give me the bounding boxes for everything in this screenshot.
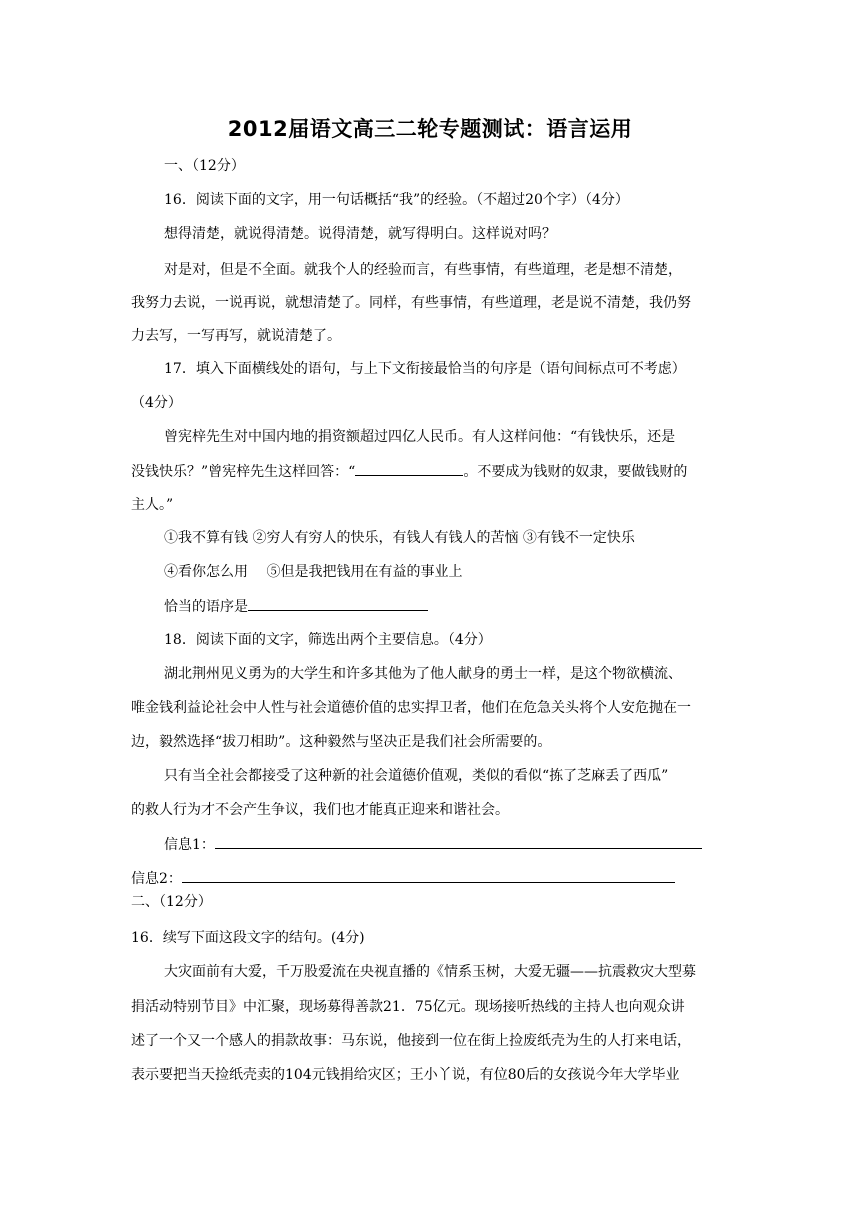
q17-passage-line-2-start: 没钱快乐？”曾宪梓先生这样回答：“ xyxy=(131,464,356,480)
q16-paragraph-2-line-2: 我努力去说，一说再说，就想清楚了。同样，有些事情，有些道理，老是说不清楚，我仍努 xyxy=(131,295,691,311)
q16b-passage-line-2: 捐活动特别节目》中汇聚，现场募得善款21．75亿元。现场接听热线的主持人也向观众讲 xyxy=(131,999,685,1015)
q16-paragraph-2-line-1: 对是对，但是不全面。就我个人的经验而言，有些事情，有些道理，老是想不清楚， xyxy=(164,262,682,278)
q16-paragraph-1: 想得清楚，就说得清楚。说得清楚，就写得明白。这样说对吗？ xyxy=(164,226,556,242)
section-1-heading: 一、（12分） xyxy=(164,158,245,174)
section-2-heading: 二、（12分） xyxy=(131,894,212,910)
q18-info-2 xyxy=(131,868,675,889)
q18-paragraph-1-line-2: 唯金钱利益论社会中人性与社会道德价值的忠实捍卫者，他们在危急关头将个人安危抛在一 xyxy=(131,700,691,716)
q17-options-line-1: ①我不算有钱 ②穷人有穷人的快乐，有钱人有钱人的苦恼 ③有钱不一定快乐 xyxy=(164,530,635,546)
q17-prompt-line-1: 17．填入下面横线处的语句，与上下文衔接最恰当的句序是（语句间标点可不考虑） xyxy=(164,361,686,377)
q18-info-2-label: 信息2： xyxy=(131,871,182,887)
q18-paragraph-2-line-1: 只有当全社会都接受了这种新的社会道德价值观，类似的看似“拣了芝麻丢了西瓜” xyxy=(164,768,669,784)
q16b-passage-line-3: 述了一个又一个感人的捐款故事：马东说，他接到一位在街上捡废纸壳为生的人打来电话， xyxy=(131,1033,691,1049)
q17-answer-label: 恰当的语序是 xyxy=(164,599,248,615)
q18-paragraph-1-line-1: 湖北荆州见义勇为的大学生和许多其他为了他人献身的勇士一样，是这个物欲横流、 xyxy=(164,666,682,682)
q16b-prompt: 16．续写下面这段文字的结句。(4分) xyxy=(131,930,365,946)
q17-passage-line-2-end: 。不要成为钱财的奴隶，要做钱财的 xyxy=(463,464,688,480)
q18-info-1-label: 信息1： xyxy=(164,837,215,853)
q16b-passage-line-1: 大灾面前有大爱，千万股爱流在央视直播的《情系玉树，大爱无疆——抗震救灾大型募 xyxy=(164,964,696,980)
q18-info-2-blank[interactable] xyxy=(182,868,675,883)
q16b-passage-line-4: 表示要把当天捡纸壳卖的104元钱捐给灾区；王小丫说，有位80后的女孩说今年大学毕业 xyxy=(131,1067,680,1083)
q18-paragraph-2-line-2: 的救人行为才不会产生争议，我们也才能真正迎来和谐社会。 xyxy=(131,802,509,818)
q17-answer-blank[interactable] xyxy=(248,596,428,611)
q18-info-1-blank[interactable] xyxy=(215,834,702,849)
q17-prompt-line-2: （4分） xyxy=(131,395,182,411)
q17-answer-line xyxy=(164,596,428,617)
q16-paragraph-2-line-3: 力去写，一写再写，就说清楚了。 xyxy=(131,328,341,344)
q17-passage-line-1: 曾宪梓先生对中国内地的捐资额超过四亿人民币。有人这样问他：“有钱快乐，还是 xyxy=(164,429,676,445)
q17-passage-line-2 xyxy=(131,461,687,482)
q18-paragraph-1-line-3: 边，毅然选择“拔刀相助”。这种毅然与坚决正是我们社会所需要的。 xyxy=(131,734,552,750)
document-title: 2012届语文高三二轮专题测试：语言运用 xyxy=(227,117,633,141)
q18-prompt: 18．阅读下面的文字，筛选出两个主要信息。（4分） xyxy=(164,632,492,648)
q16-prompt: 16．阅读下面的文字，用一句话概括“我”的经验。（不超过20个字）（4分） xyxy=(164,192,629,208)
q17-options-line-2: ④看你怎么用 ⑤但是我把钱用在有益的事业上 xyxy=(164,564,463,580)
q18-info-1 xyxy=(164,834,702,855)
q17-passage-line-3: 主人。” xyxy=(131,497,174,513)
q17-fill-blank[interactable] xyxy=(355,461,463,476)
